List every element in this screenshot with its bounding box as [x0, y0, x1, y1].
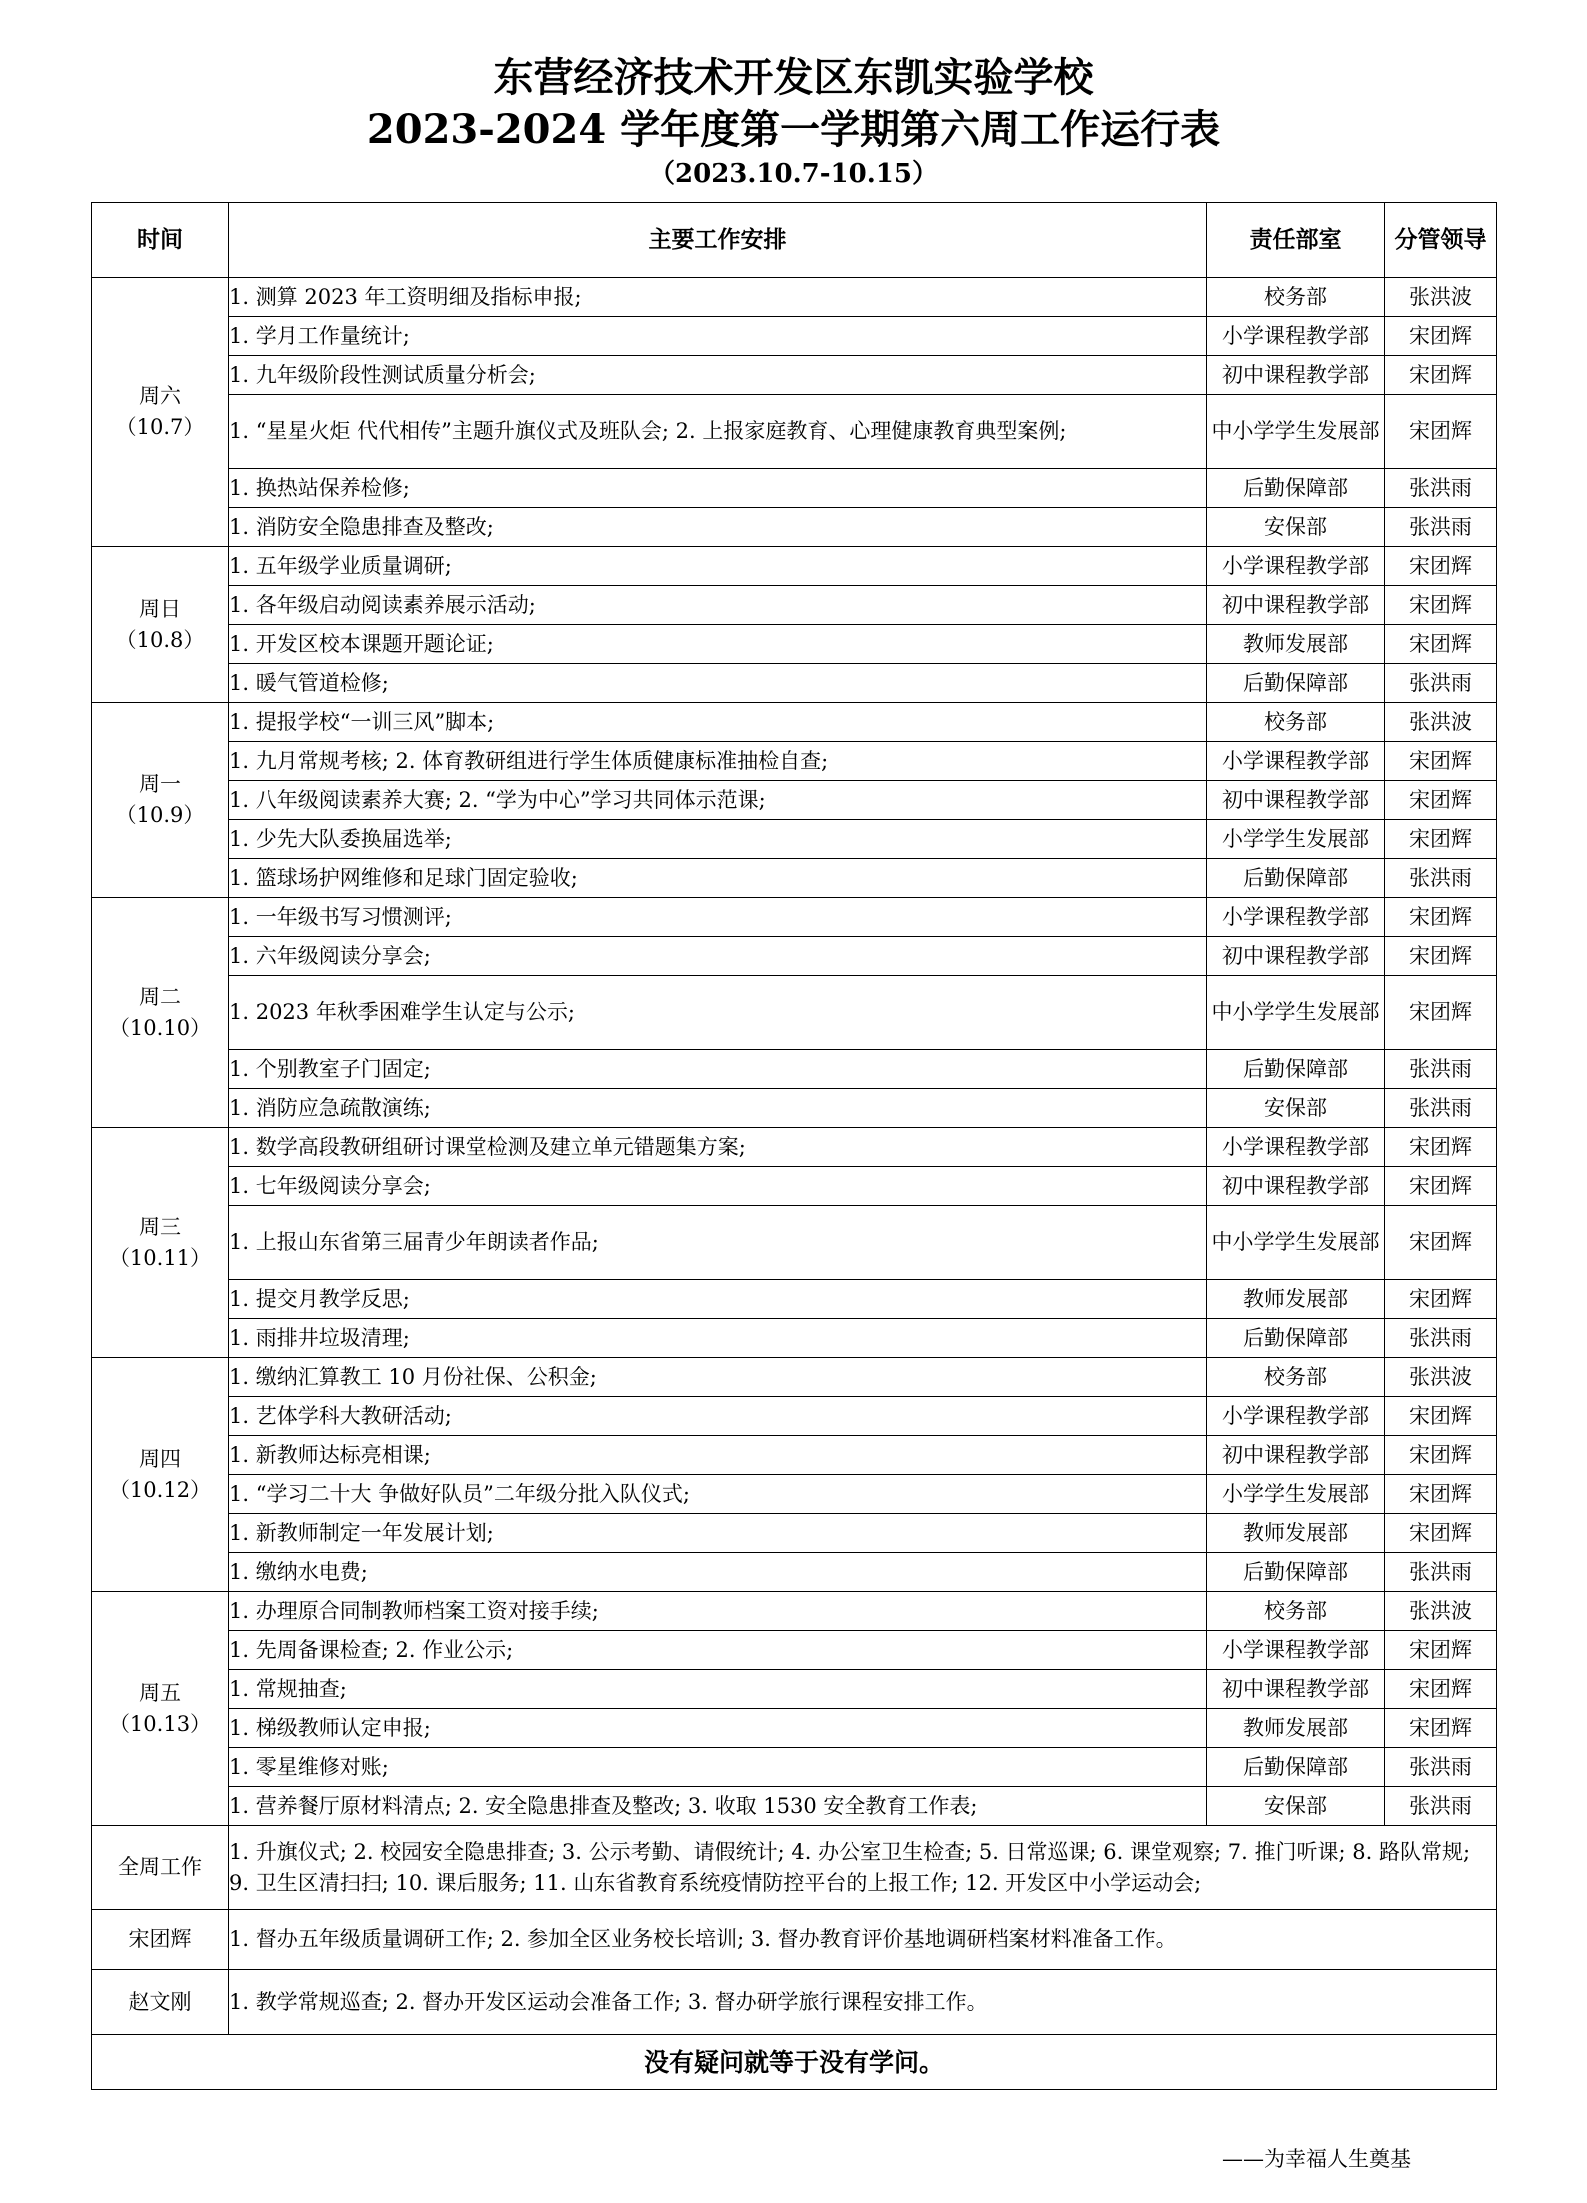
table-row [92, 1319, 1497, 1358]
dept-cell: 安保部 [1207, 1089, 1385, 1128]
task-cell: 1. 2023 年秋季困难学生认定与公示; [229, 976, 1207, 1050]
dept-cell: 小学课程教学部 [1207, 898, 1385, 937]
leader-cell: 张洪波 [1385, 703, 1497, 742]
signature: ——为幸福人生奠基 [1222, 2147, 1411, 2171]
task-cell: 1. 七年级阅读分享会; [229, 1167, 1207, 1206]
task-cell: 1. 提交月教学反思; [229, 1280, 1207, 1319]
task-cell: 1. 先周备课检查; 2. 作业公示; [229, 1631, 1207, 1670]
table-row [92, 1709, 1497, 1748]
day-name: 周四 [139, 1446, 181, 1471]
table-row [92, 781, 1497, 820]
day-name: 周六 [139, 384, 181, 408]
leader-cell: 宋团辉 [1385, 1167, 1497, 1206]
leader-cell: 宋团辉 [1385, 317, 1497, 356]
dept-cell: 后勤保障部 [1207, 1050, 1385, 1089]
table-row [92, 742, 1497, 781]
task-cell: 1. 八年级阅读素养大赛; 2. “学为中心”学习共同体示范课; [229, 781, 1207, 820]
dept-cell: 后勤保障部 [1207, 859, 1385, 898]
task-cell: 1. 消防应急疏散演练; [229, 1089, 1207, 1128]
dept-cell: 后勤保障部 [1207, 1748, 1385, 1787]
leader-cell: 张洪雨 [1385, 1089, 1497, 1128]
leader-cell: 张洪雨 [1385, 1787, 1497, 1826]
leader-cell: 宋团辉 [1385, 820, 1497, 859]
dept-cell: 中小学学生发展部 [1207, 395, 1385, 469]
summary-text: 1. 升旗仪式; 2. 校园安全隐患排查; 3. 公示考勤、请假统计; 4. 办公室卫生检查; 5. 日常巡课; 6. 课堂观察; 7. 推门听课; 8. 路队常规; 9. 卫生区清扫扫; 10. 课后服务; 11. 山东省教育系统疫情防控平台的上报工作; 12. 开发区中小学运动会; [229, 1826, 1497, 1910]
dept-cell: 小学课程教学部 [1207, 1397, 1385, 1436]
leader-cell: 张洪雨 [1385, 1050, 1497, 1089]
table-row [92, 1514, 1497, 1553]
task-cell: 1. 办理原合同制教师档案工资对接手续; [229, 1592, 1207, 1631]
dept-cell: 校务部 [1207, 703, 1385, 742]
day-date: （10.10） [108, 1015, 212, 1040]
leader-cell: 宋团辉 [1385, 937, 1497, 976]
dept-cell: 中小学学生发展部 [1207, 1206, 1385, 1280]
leader-cell: 宋团辉 [1385, 781, 1497, 820]
leader-cell: 张洪雨 [1385, 1553, 1497, 1592]
table-row [92, 859, 1497, 898]
table-row [92, 278, 1497, 317]
table-row [92, 820, 1497, 859]
summary-label: 赵文刚 [92, 1970, 229, 2035]
dept-cell: 小学课程教学部 [1207, 1128, 1385, 1167]
leader-cell: 宋团辉 [1385, 1475, 1497, 1514]
leader-cell: 宋团辉 [1385, 1514, 1497, 1553]
task-cell: 1. 篮球场护网维修和足球门固定验收; [229, 859, 1207, 898]
table-row [92, 1280, 1497, 1319]
day-date: （10.12） [108, 1477, 212, 1502]
dept-cell: 校务部 [1207, 1358, 1385, 1397]
table-row [92, 1206, 1497, 1280]
task-cell: 1. “星星火炬 代代相传”主题升旗仪式及班队会; 2. 上报家庭教育、心理健康教育典型案例; [229, 395, 1207, 469]
leader-cell: 宋团辉 [1385, 395, 1497, 469]
summary-label: 全周工作 [92, 1826, 229, 1910]
table-row [92, 1631, 1497, 1670]
day-name: 周日 [139, 596, 181, 621]
task-cell: 1. 常规抽查; [229, 1670, 1207, 1709]
day-cell [92, 1128, 229, 1358]
dept-cell: 初中课程教学部 [1207, 1436, 1385, 1475]
leader-cell: 张洪雨 [1385, 469, 1497, 508]
table-row [92, 1397, 1497, 1436]
day-name: 周三 [139, 1214, 181, 1239]
dept-cell: 后勤保障部 [1207, 1319, 1385, 1358]
task-cell: 1. 各年级启动阅读素养展示活动; [229, 586, 1207, 625]
summary-row [92, 1970, 1497, 2035]
day-cell [92, 278, 229, 547]
task-cell: 1. 提报学校“一训三风”脚本; [229, 703, 1207, 742]
leader-cell: 张洪雨 [1385, 664, 1497, 703]
table-row [92, 469, 1497, 508]
day-date: （10.9） [115, 803, 205, 827]
table-row [92, 937, 1497, 976]
summary-row [92, 1826, 1497, 1910]
leader-cell: 宋团辉 [1385, 1709, 1497, 1748]
task-cell: 1. 测算 2023 年工资明细及指标申报; [229, 278, 1207, 317]
dept-cell: 安保部 [1207, 1787, 1385, 1826]
table-row [92, 1167, 1497, 1206]
task-cell: 1. 上报山东省第三届青少年朗读者作品; [229, 1206, 1207, 1280]
day-date: （10.13） [108, 1711, 212, 1736]
leader-cell: 宋团辉 [1385, 1280, 1497, 1319]
task-cell: 1. 艺体学科大教研活动; [229, 1397, 1207, 1436]
table-row [92, 508, 1497, 547]
day-date: （10.11） [108, 1245, 212, 1270]
leader-cell: 宋团辉 [1385, 1436, 1497, 1475]
leader-cell: 宋团辉 [1385, 547, 1497, 586]
day-cell [92, 703, 229, 898]
summary-text: 1. 教学常规巡查; 2. 督办开发区运动会准备工作; 3. 督办研学旅行课程安排工作。 [229, 1970, 1497, 2035]
dept-cell: 小学学生发展部 [1207, 1475, 1385, 1514]
table-row [92, 1089, 1497, 1128]
leader-cell: 宋团辉 [1385, 586, 1497, 625]
header-leader: 分管领导 [1385, 203, 1497, 278]
day-name: 周二 [139, 984, 181, 1009]
dept-cell: 小学课程教学部 [1207, 742, 1385, 781]
schedule-table [91, 202, 1497, 2090]
day-cell [92, 547, 229, 703]
dept-cell: 教师发展部 [1207, 625, 1385, 664]
leader-cell: 张洪波 [1385, 278, 1497, 317]
leader-cell: 张洪波 [1385, 1592, 1497, 1631]
table-row [92, 976, 1497, 1050]
task-cell: 1. 新教师制定一年发展计划; [229, 1514, 1207, 1553]
dept-cell: 初中课程教学部 [1207, 1167, 1385, 1206]
task-cell: 1. 零星维修对账; [229, 1748, 1207, 1787]
table-row [92, 1592, 1497, 1631]
leader-cell: 宋团辉 [1385, 1397, 1497, 1436]
date-range: （2023.10.7-10.15） [649, 159, 938, 189]
task-cell: 1. “学习二十大 争做好队员”二年级分批入队仪式; [229, 1475, 1207, 1514]
header-time: 时间 [92, 203, 229, 278]
summary-row [92, 1910, 1497, 1970]
dept-cell: 初中课程教学部 [1207, 937, 1385, 976]
task-cell: 1. 五年级学业质量调研; [229, 547, 1207, 586]
table-row [92, 1787, 1497, 1826]
table-row [92, 703, 1497, 742]
table-row [92, 547, 1497, 586]
table-row [92, 1436, 1497, 1475]
leader-cell: 宋团辉 [1385, 625, 1497, 664]
table-row [92, 1670, 1497, 1709]
table-row [92, 586, 1497, 625]
dept-cell: 后勤保障部 [1207, 664, 1385, 703]
dept-cell: 初中课程教学部 [1207, 586, 1385, 625]
dept-cell: 校务部 [1207, 1592, 1385, 1631]
leader-cell: 宋团辉 [1385, 1631, 1497, 1670]
dept-cell: 初中课程教学部 [1207, 1670, 1385, 1709]
motto: 没有疑问就等于没有学问。 [92, 2035, 1497, 2090]
dept-cell: 教师发展部 [1207, 1280, 1385, 1319]
table-row [92, 1050, 1497, 1089]
table-row [92, 898, 1497, 937]
dept-cell: 初中课程教学部 [1207, 356, 1385, 395]
dept-cell: 小学学生发展部 [1207, 820, 1385, 859]
task-cell: 1. 新教师达标亮相课; [229, 1436, 1207, 1475]
dept-cell: 小学课程教学部 [1207, 547, 1385, 586]
header-dept: 责任部室 [1207, 203, 1385, 278]
dept-cell: 教师发展部 [1207, 1514, 1385, 1553]
day-name: 周一 [139, 772, 181, 796]
summary-text: 1. 督办五年级质量调研工作; 2. 参加全区业务校长培训; 3. 督办教育评价基地调研档案材料准备工作。 [229, 1910, 1497, 1970]
task-cell: 1. 换热站保养检修; [229, 469, 1207, 508]
leader-cell: 宋团辉 [1385, 742, 1497, 781]
task-cell: 1. 个别教室子门固定; [229, 1050, 1207, 1089]
summary-label: 宋团辉 [92, 1910, 229, 1970]
table-row [92, 625, 1497, 664]
table-row [92, 1358, 1497, 1397]
task-cell: 1. 开发区校本课题开题论证; [229, 625, 1207, 664]
table-row [92, 1475, 1497, 1514]
day-cell [92, 1592, 229, 1826]
motto-row [92, 2035, 1497, 2090]
dept-cell: 后勤保障部 [1207, 1553, 1385, 1592]
dept-cell: 小学课程教学部 [1207, 1631, 1385, 1670]
day-cell [92, 1358, 229, 1592]
dept-cell: 后勤保障部 [1207, 469, 1385, 508]
dept-cell: 初中课程教学部 [1207, 781, 1385, 820]
task-cell: 1. 梯级教师认定申报; [229, 1709, 1207, 1748]
task-cell: 1. 少先大队委换届选举; [229, 820, 1207, 859]
task-cell: 1. 营养餐厅原材料清点; 2. 安全隐患排查及整改; 3. 收取 1530 安全教育工作表; [229, 1787, 1207, 1826]
leader-cell: 宋团辉 [1385, 898, 1497, 937]
dept-cell: 安保部 [1207, 508, 1385, 547]
leader-cell: 宋团辉 [1385, 1206, 1497, 1280]
leader-cell: 宋团辉 [1385, 356, 1497, 395]
task-cell: 1. 六年级阅读分享会; [229, 937, 1207, 976]
leader-cell: 宋团辉 [1385, 976, 1497, 1050]
leader-cell: 张洪雨 [1385, 859, 1497, 898]
leader-cell: 张洪雨 [1385, 508, 1497, 547]
dept-cell: 校务部 [1207, 278, 1385, 317]
day-name: 周五 [139, 1680, 181, 1705]
table-row [92, 317, 1497, 356]
task-cell: 1. 数学高段教研组研讨课堂检测及建立单元错题集方案; [229, 1128, 1207, 1167]
leader-cell: 宋团辉 [1385, 1670, 1497, 1709]
header-tasks: 主要工作安排 [229, 203, 1207, 278]
task-cell: 1. 九月常规考核; 2. 体育教研组进行学生体质健康标准抽检自查; [229, 742, 1207, 781]
leader-cell: 张洪波 [1385, 1358, 1497, 1397]
table-row [92, 1748, 1497, 1787]
page-title: 2023-2024 学年度第一学期第六周工作运行表 [366, 106, 1221, 153]
day-date: （10.7） [115, 415, 205, 439]
task-cell: 1. 一年级书写习惯测评; [229, 898, 1207, 937]
table-row [92, 1553, 1497, 1592]
task-cell: 1. 缴纳水电费; [229, 1553, 1207, 1592]
table-row [92, 664, 1497, 703]
task-cell: 1. 暖气管道检修; [229, 664, 1207, 703]
day-date: （10.8） [115, 627, 205, 652]
table-row [92, 1128, 1497, 1167]
table-row [92, 356, 1497, 395]
leader-cell: 张洪雨 [1385, 1319, 1497, 1358]
day-cell [92, 898, 229, 1128]
dept-cell: 小学课程教学部 [1207, 317, 1385, 356]
school-name: 东营经济技术开发区东凯实验学校 [493, 54, 1094, 101]
leader-cell: 张洪雨 [1385, 1748, 1497, 1787]
task-cell: 1. 九年级阶段性测试质量分析会; [229, 356, 1207, 395]
task-cell: 1. 缴纳汇算教工 10 月份社保、公积金; [229, 1358, 1207, 1397]
table-row [92, 395, 1497, 469]
dept-cell: 教师发展部 [1207, 1709, 1385, 1748]
task-cell: 1. 雨排井垃圾清理; [229, 1319, 1207, 1358]
leader-cell: 宋团辉 [1385, 1128, 1497, 1167]
task-cell: 1. 消防安全隐患排查及整改; [229, 508, 1207, 547]
dept-cell: 中小学学生发展部 [1207, 976, 1385, 1050]
task-cell: 1. 学月工作量统计; [229, 317, 1207, 356]
header-row [92, 203, 1497, 278]
